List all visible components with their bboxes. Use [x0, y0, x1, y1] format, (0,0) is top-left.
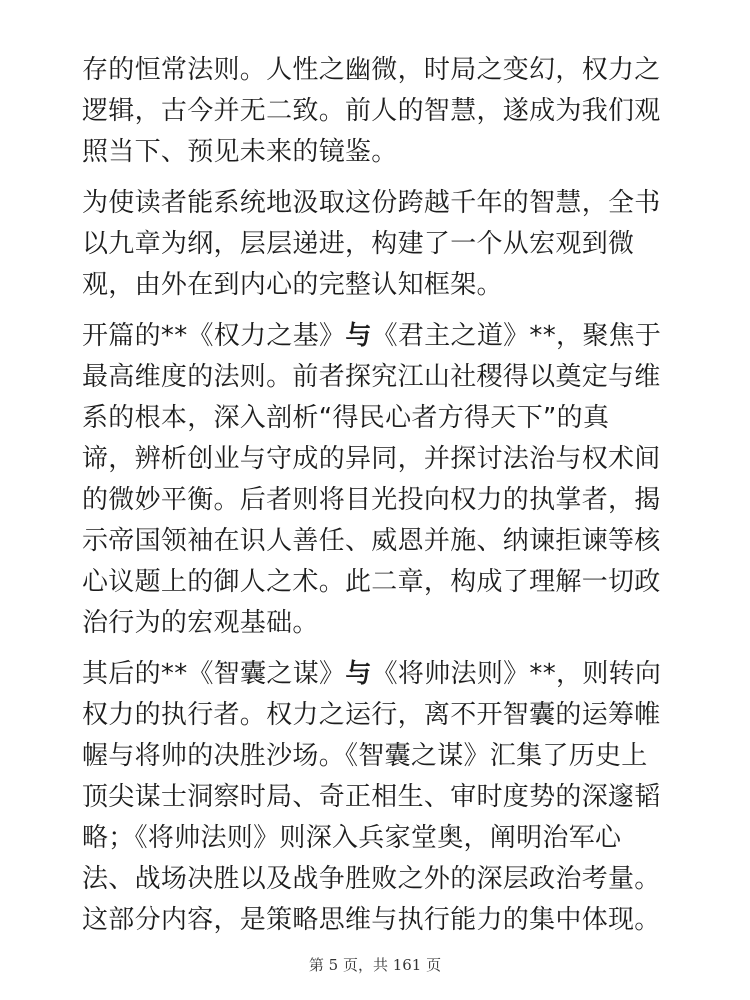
text-run: 《将帅法则》**，则转向 [371, 659, 662, 689]
text-line [82, 654, 672, 695]
page-number-footer: 第 5 页，共 161 页 [308, 956, 442, 974]
text-line: 的微妙平衡。后者则将目光投向权力的执掌者，揭 [82, 485, 661, 515]
text-run: 其后的**《智囊之谋》 [82, 659, 346, 689]
text-line: 逻辑，古今并无二致。前人的智慧，遂成为我们观 [82, 96, 661, 126]
text-line: 幄与将帅的决胜沙场。《智囊之谋》汇集了历史上 [82, 741, 648, 771]
text-line: 略；《将帅法则》则深入兵家堂奥，阐明治军心 [82, 823, 622, 853]
text-line: 示帝国领袖在识人善任、威恩并施、纳谏拒谏等核 [82, 526, 661, 556]
text-line: 观，由外在到内心的完整认知框架。 [82, 270, 503, 300]
paragraph-3 [82, 316, 672, 644]
text-line: 照当下、预见未来的镜鉴。 [82, 137, 398, 167]
text-line: 最高维度的法则。前者探究江山社稷得以奠定与维 [82, 362, 661, 392]
text-line: 心议题上的御人之术。此二章，构成了理解一切政 [82, 567, 661, 597]
text-line: 以九章为纲，层层递进，构建了一个从宏观到微 [82, 229, 635, 259]
body-text [82, 50, 672, 951]
text-line [82, 316, 672, 357]
text-run: 《君主之道》**，聚焦于 [371, 321, 662, 351]
text-line: 系的根本，深入剖析“得民心者方得天下”的真 [82, 403, 610, 433]
text-line: 权力的执行者。权力之运行，离不开智囊的运筹帷 [82, 700, 661, 730]
text-line: 这部分内容，是策略思维与执行能力的集中体现。 [82, 905, 661, 935]
text-line: 存的恒常法则。人性之幽微，时局之变幻，权力之 [82, 55, 661, 85]
paragraph-4 [82, 654, 672, 941]
text-run: 开篇的**《权力之基》 [82, 321, 346, 351]
paragraph-1 [82, 50, 672, 173]
bold-conjunction: 与 [345, 321, 372, 351]
text-line: 法、战场决胜以及战争胜败之外的深层政治考量。 [82, 864, 661, 894]
text-line: 治行为的宏观基础。 [82, 608, 319, 638]
paragraph-2 [82, 183, 672, 306]
text-line: 顶尖谋士洞察时局、奇正相生、审时度势的深邃韬 [82, 782, 661, 812]
bold-conjunction: 与 [345, 659, 372, 689]
text-line: 为使读者能系统地汲取这份跨越千年的智慧，全书 [82, 188, 661, 218]
text-line: 谛，辨析创业与守成的异同，并探讨法治与权术间 [82, 444, 661, 474]
